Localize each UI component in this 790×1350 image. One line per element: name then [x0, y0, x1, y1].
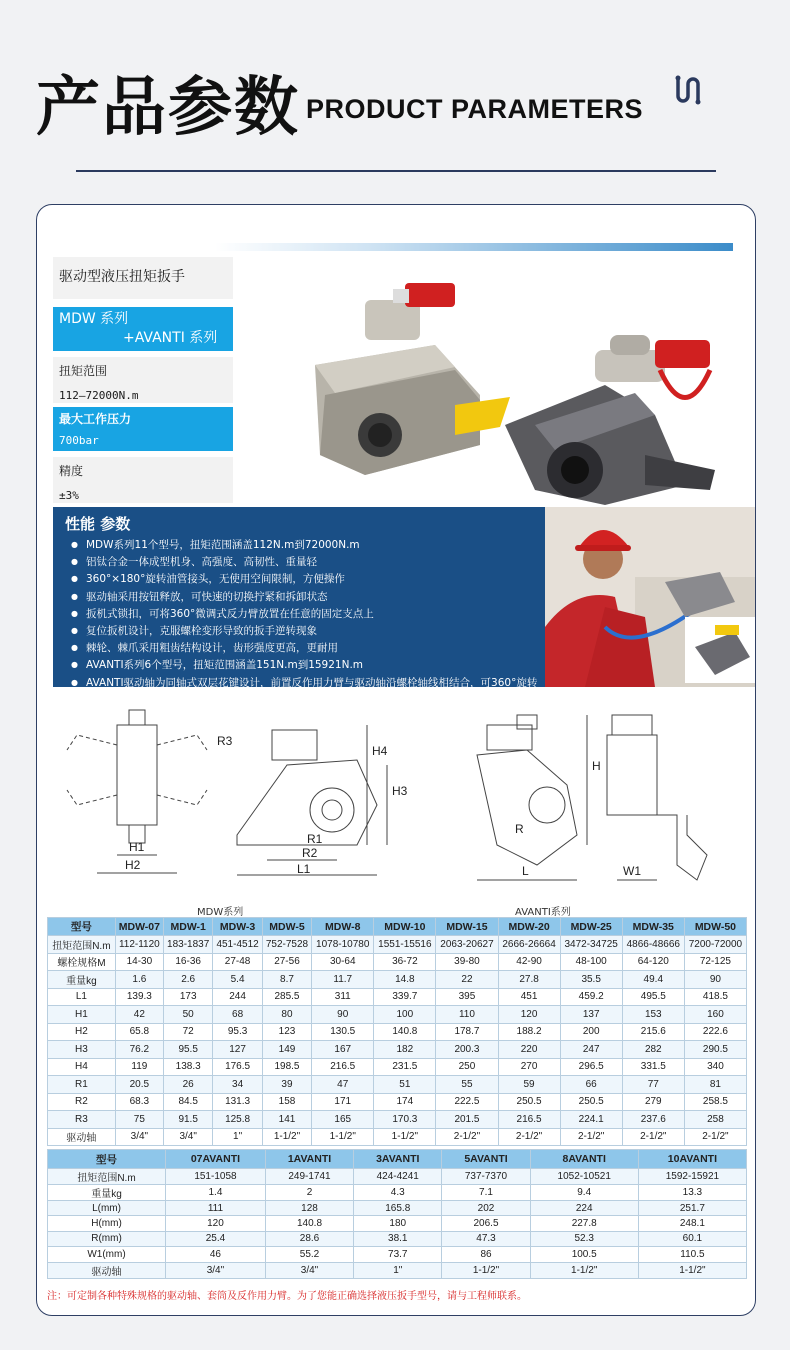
table-cell: 451: [498, 988, 560, 1006]
table-cell: 2063-20627: [436, 936, 498, 954]
pressure-label: 最大工作压力: [59, 412, 132, 426]
table-cell: 176.5: [213, 1058, 262, 1076]
table-cell: 752-7528: [262, 936, 311, 954]
table-cell: 120: [498, 1006, 560, 1024]
page-title-en: PRODUCT PARAMETERS: [306, 94, 644, 124]
table-cell: 48-100: [560, 953, 622, 971]
torque-label: 扭矩范围: [59, 364, 108, 378]
table-cell: 72-125: [684, 953, 746, 971]
table-cell: 290.5: [684, 1041, 746, 1059]
table-cell: 47.3: [442, 1231, 530, 1246]
gradient-bar: [215, 243, 733, 251]
series-line-1: MDW 系列: [59, 311, 129, 327]
table-header-cell: MDW-50: [684, 918, 746, 936]
table-cell: 339.7: [374, 988, 436, 1006]
table-cell: 2666-26664: [498, 936, 560, 954]
table-row: [48, 1023, 747, 1041]
table-cell: 216.5: [498, 1111, 560, 1129]
table-cell: 47: [312, 1076, 374, 1094]
table-cell: 250.5: [560, 1093, 622, 1111]
table-cell: 59: [498, 1076, 560, 1094]
dim-label: L1: [297, 862, 311, 876]
table-cell: 65.8: [115, 1023, 163, 1041]
table-cell: 60.1: [638, 1231, 746, 1246]
table-cell: 26: [163, 1076, 212, 1094]
accuracy-block: [53, 457, 233, 503]
dimension-drawings: [57, 705, 747, 895]
row-label-cell: R2: [48, 1093, 116, 1111]
table-cell: 165.8: [354, 1201, 442, 1216]
table-cell: 51: [374, 1076, 436, 1094]
table-cell: 7200-72000: [684, 936, 746, 954]
features-list: [71, 537, 537, 692]
row-label-cell: H2: [48, 1023, 116, 1041]
table-cell: 110.5: [638, 1247, 746, 1262]
table-cell: 1078-10780: [312, 936, 374, 954]
table-cell: 22: [436, 971, 498, 989]
table-cell: 111: [166, 1201, 266, 1216]
table-cell: 1-1/2": [312, 1128, 374, 1146]
table-cell: 248.1: [638, 1216, 746, 1231]
table-cell: 73.7: [354, 1247, 442, 1262]
feature-item: ● 驱动轴采用按钮释放，可快速的切换拧紧和拆卸状态: [71, 589, 537, 606]
link-icon: [672, 74, 704, 106]
series-line-2: +AVANTI 系列: [123, 330, 218, 346]
footnote: 注：可定制各种特殊规格的驱动轴、套筒及反作用力臂。为了您能正确选择液压扳手型号，请与工程师联系。: [47, 1291, 527, 1302]
table-cell: 130.5: [312, 1023, 374, 1041]
row-label-cell: R(mm): [48, 1231, 166, 1246]
table-cell: 137: [560, 1006, 622, 1024]
table-header-cell: MDW-15: [436, 918, 498, 936]
table-cell: 222.6: [684, 1023, 746, 1041]
table-cell: 282: [622, 1041, 684, 1059]
feature-item: ● 铝钛合金一体成型机身、高强度、高韧性、重量轻: [71, 554, 537, 571]
table-header-cell: 10AVANTI: [638, 1150, 746, 1169]
table-caption-avanti: AVANTI系列: [515, 907, 571, 918]
table-cell: 224.1: [560, 1111, 622, 1129]
table-cell: 1-1/2": [262, 1128, 311, 1146]
table-cell: 27.8: [498, 971, 560, 989]
table-cell: 27-48: [213, 953, 262, 971]
table-cell: 14-30: [115, 953, 163, 971]
table-header-cell: MDW-25: [560, 918, 622, 936]
row-label-cell: L1: [48, 988, 116, 1006]
product-photos: [305, 275, 725, 515]
table-cell: 4.3: [354, 1185, 442, 1201]
table-cell: 1551-15516: [374, 936, 436, 954]
table-cell: 52.3: [530, 1231, 638, 1246]
product-card: [36, 204, 756, 1316]
row-label-cell: L(mm): [48, 1201, 166, 1216]
table-cell: 35.5: [560, 971, 622, 989]
table-cell: 149: [262, 1041, 311, 1059]
table-cell: 5.4: [213, 971, 262, 989]
table-cell: 2-1/2": [498, 1128, 560, 1146]
row-label-cell: 驱动轴: [48, 1128, 116, 1146]
table-cell: 424-4241: [354, 1169, 442, 1185]
table-row: [48, 1262, 747, 1278]
table-header-cell: MDW-5: [262, 918, 311, 936]
table-row: [48, 1201, 747, 1216]
table-cell: 270: [498, 1058, 560, 1076]
table-cell: 127: [213, 1041, 262, 1059]
table-cell: 1": [354, 1262, 442, 1278]
table-cell: 131.3: [213, 1093, 262, 1111]
table-caption-mdw: MDW系列: [197, 907, 244, 918]
dim-label: H4: [372, 744, 388, 758]
wrench-photo-2: [505, 335, 715, 505]
table-cell: 77: [622, 1076, 684, 1094]
table-cell: 331.5: [622, 1058, 684, 1076]
table-cell: 1": [213, 1128, 262, 1146]
table-cell: 153: [622, 1006, 684, 1024]
table-cell: 7.1: [442, 1185, 530, 1201]
table-cell: 86: [442, 1247, 530, 1262]
table-cell: 2.6: [163, 971, 212, 989]
feature-item: ● AVANTI系列6个型号，扭矩范围涵盖151N.m到15921N.m: [71, 657, 537, 674]
table-cell: 46: [166, 1247, 266, 1262]
table-cell: 170.3: [374, 1111, 436, 1129]
table-cell: 28.6: [265, 1231, 353, 1246]
table-cell: 1592-15921: [638, 1169, 746, 1185]
table-header-cell: MDW-20: [498, 918, 560, 936]
row-label-cell: W1(mm): [48, 1247, 166, 1262]
feature-item: ● 复位扳机设计，克服螺栓变形导致的扳手逆转现象: [71, 623, 537, 640]
table-cell: 200.3: [436, 1041, 498, 1059]
table-cell: 16-36: [163, 953, 212, 971]
table-row: [48, 988, 747, 1006]
table-cell: 165: [312, 1111, 374, 1129]
table-row: [48, 1111, 747, 1129]
avanti-spec-table: [47, 1149, 747, 1279]
table-cell: 112-1120: [115, 936, 163, 954]
dim-label: H1: [129, 840, 145, 854]
row-label-cell: 驱动轴: [48, 1262, 166, 1278]
row-label-cell: H3: [48, 1041, 116, 1059]
table-cell: 3/4": [166, 1262, 266, 1278]
torque-value: 112—72000N.m: [59, 389, 139, 402]
row-label-cell: 扭矩范围N.m: [48, 1169, 166, 1185]
table-cell: 3/4": [163, 1128, 212, 1146]
table-cell: 244: [213, 988, 262, 1006]
product-name-block: [53, 257, 233, 299]
table-cell: 1052-10521: [530, 1169, 638, 1185]
table-cell: 95.5: [163, 1041, 212, 1059]
table-header-cell: MDW-35: [622, 918, 684, 936]
table-row: [48, 1169, 747, 1185]
table-cell: 178.7: [436, 1023, 498, 1041]
table-cell: 296.5: [560, 1058, 622, 1076]
table-cell: 201.5: [436, 1111, 498, 1129]
table-cell: 215.6: [622, 1023, 684, 1041]
accuracy-value: ±3%: [59, 489, 79, 502]
table-cell: 120: [166, 1216, 266, 1231]
table-row: [48, 1006, 747, 1024]
row-label-cell: R3: [48, 1111, 116, 1129]
table-header-cell: 型号: [48, 918, 116, 936]
table-cell: 100: [374, 1006, 436, 1024]
table-cell: 1-1/2": [530, 1262, 638, 1278]
table-cell: 91.5: [163, 1111, 212, 1129]
table-cell: 42: [115, 1006, 163, 1024]
table-cell: 100.5: [530, 1247, 638, 1262]
table-cell: 50: [163, 1006, 212, 1024]
table-cell: 171: [312, 1093, 374, 1111]
table-header-cell: 1AVANTI: [265, 1150, 353, 1169]
table-cell: 139.3: [115, 988, 163, 1006]
table-cell: 459.2: [560, 988, 622, 1006]
row-label-cell: 螺栓规格M: [48, 953, 116, 971]
dim-label: H2: [125, 858, 141, 872]
table-header-cell: 07AVANTI: [166, 1150, 266, 1169]
table-header-cell: 型号: [48, 1150, 166, 1169]
table-cell: 250: [436, 1058, 498, 1076]
table-cell: 64-120: [622, 953, 684, 971]
table-cell: 311: [312, 988, 374, 1006]
table-header-cell: MDW-3: [213, 918, 262, 936]
row-label-cell: R1: [48, 1076, 116, 1094]
table-cell: 251.7: [638, 1201, 746, 1216]
table-cell: 1-1/2": [442, 1262, 530, 1278]
feature-item: ● 棘轮、棘爪采用粗齿结构设计，齿形强度更高，更耐用: [71, 640, 537, 657]
table-cell: 216.5: [312, 1058, 374, 1076]
table-cell: 222.5: [436, 1093, 498, 1111]
table-cell: 451-4512: [213, 936, 262, 954]
table-cell: 237.6: [622, 1111, 684, 1129]
table-cell: 125.8: [213, 1111, 262, 1129]
table-cell: 202: [442, 1201, 530, 1216]
row-label-cell: H(mm): [48, 1216, 166, 1231]
table-cell: 75: [115, 1111, 163, 1129]
series-block: [53, 307, 233, 351]
table-cell: 1.6: [115, 971, 163, 989]
table-row: [48, 1041, 747, 1059]
table-cell: 151-1058: [166, 1169, 266, 1185]
table-cell: 90: [312, 1006, 374, 1024]
dim-label: R: [515, 822, 524, 836]
table-cell: 231.5: [374, 1058, 436, 1076]
table-cell: 183-1837: [163, 936, 212, 954]
table-row: [48, 1093, 747, 1111]
table-row: [48, 971, 747, 989]
table-row: [48, 1185, 747, 1201]
table-cell: 39: [262, 1076, 311, 1094]
table-header-cell: MDW-10: [374, 918, 436, 936]
table-cell: 27-56: [262, 953, 311, 971]
table-cell: 4866-48666: [622, 936, 684, 954]
table-cell: 2-1/2": [560, 1128, 622, 1146]
table-cell: 11.7: [312, 971, 374, 989]
table-cell: 160: [684, 1006, 746, 1024]
table-cell: 1.4: [166, 1185, 266, 1201]
table-cell: 2: [265, 1185, 353, 1201]
row-label-cell: 扭矩范围N.m: [48, 936, 116, 954]
table-cell: 55.2: [265, 1247, 353, 1262]
table-cell: 340: [684, 1058, 746, 1076]
row-label-cell: H4: [48, 1058, 116, 1076]
table-cell: 55: [436, 1076, 498, 1094]
table-cell: 3/4": [115, 1128, 163, 1146]
table-cell: 2-1/2": [436, 1128, 498, 1146]
table-cell: 182: [374, 1041, 436, 1059]
row-label-cell: 重量kg: [48, 1185, 166, 1201]
wrench-photo-1: [315, 283, 510, 475]
table-cell: 173: [163, 988, 212, 1006]
table-cell: 140.8: [265, 1216, 353, 1231]
table-cell: 1-1/2": [374, 1128, 436, 1146]
worker-photo: [545, 507, 756, 687]
table-cell: 3/4": [265, 1262, 353, 1278]
product-name: 驱动型液压扭矩扳手: [59, 269, 185, 285]
table-row: [48, 936, 747, 954]
table-cell: 30-64: [312, 953, 374, 971]
table-cell: 141: [262, 1111, 311, 1129]
row-label-cell: H1: [48, 1006, 116, 1024]
dim-label: R1: [307, 832, 323, 846]
table-row: [48, 1128, 747, 1146]
table-cell: 395: [436, 988, 498, 1006]
table-cell: 279: [622, 1093, 684, 1111]
mdw-spec-table: [47, 917, 747, 1146]
table-cell: 81: [684, 1076, 746, 1094]
table-cell: 49.4: [622, 971, 684, 989]
dim-label: H3: [392, 784, 408, 798]
table-cell: 1-1/2": [638, 1262, 746, 1278]
table-cell: 250.5: [498, 1093, 560, 1111]
table-cell: 68.3: [115, 1093, 163, 1111]
pressure-value: 700bar: [59, 434, 99, 447]
table-cell: 123: [262, 1023, 311, 1041]
table-cell: 84.5: [163, 1093, 212, 1111]
table-cell: 34: [213, 1076, 262, 1094]
table-cell: 249-1741: [265, 1169, 353, 1185]
table-cell: 140.8: [374, 1023, 436, 1041]
table-cell: 167: [312, 1041, 374, 1059]
table-cell: 20.5: [115, 1076, 163, 1094]
table-cell: 119: [115, 1058, 163, 1076]
table-cell: 9.4: [530, 1185, 638, 1201]
table-row: [48, 953, 747, 971]
table-cell: 8.7: [262, 971, 311, 989]
table-cell: 39-80: [436, 953, 498, 971]
table-cell: 198.5: [262, 1058, 311, 1076]
dim-label: H: [592, 759, 601, 773]
feature-item: ● AVANTI驱动轴为同轴式双层花键设计，前置反作用力臂与驱动轴沿螺栓轴线相结合，可360°旋转: [71, 675, 537, 692]
table-cell: 95.3: [213, 1023, 262, 1041]
dim-label: L: [522, 864, 529, 878]
table-cell: 42-90: [498, 953, 560, 971]
header-divider: [76, 170, 716, 172]
table-cell: 80: [262, 1006, 311, 1024]
table-cell: 737-7370: [442, 1169, 530, 1185]
table-header-cell: MDW-07: [115, 918, 163, 936]
table-header-cell: MDW-8: [312, 918, 374, 936]
table-cell: 25.4: [166, 1231, 266, 1246]
table-cell: 224: [530, 1201, 638, 1216]
table-cell: 258.5: [684, 1093, 746, 1111]
pressure-block: [53, 407, 233, 451]
table-cell: 2-1/2": [684, 1128, 746, 1146]
row-label-cell: 重量kg: [48, 971, 116, 989]
feature-item: ● 360°×180°旋转油管接头，无使用空间限制，方便操作: [71, 571, 537, 588]
table-cell: 38.1: [354, 1231, 442, 1246]
table-cell: 158: [262, 1093, 311, 1111]
page-title-cn: 产品参数: [36, 71, 300, 145]
table-cell: 495.5: [622, 988, 684, 1006]
table-cell: 3472-34725: [560, 936, 622, 954]
table-cell: 72: [163, 1023, 212, 1041]
table-cell: 206.5: [442, 1216, 530, 1231]
dim-label: W1: [623, 864, 641, 878]
table-cell: 66: [560, 1076, 622, 1094]
table-header-cell: MDW-1: [163, 918, 212, 936]
dim-label: R2: [302, 846, 318, 860]
table-cell: 188.2: [498, 1023, 560, 1041]
accuracy-label: 精度: [59, 464, 84, 478]
table-cell: 36-72: [374, 953, 436, 971]
table-header-cell: 8AVANTI: [530, 1150, 638, 1169]
feature-item: ● 扳机式锁扣，可将360°微调式反力臂放置在任意的固定支点上: [71, 606, 537, 623]
table-cell: 220: [498, 1041, 560, 1059]
table-cell: 174: [374, 1093, 436, 1111]
table-cell: 247: [560, 1041, 622, 1059]
table-cell: 180: [354, 1216, 442, 1231]
table-cell: 2-1/2": [622, 1128, 684, 1146]
table-row: [48, 1076, 747, 1094]
features-panel: [53, 507, 545, 687]
table-cell: 76.2: [115, 1041, 163, 1059]
table-cell: 258: [684, 1111, 746, 1129]
table-header-cell: 3AVANTI: [354, 1150, 442, 1169]
table-header-row: [48, 1150, 747, 1169]
table-row: [48, 1058, 747, 1076]
table-cell: 200: [560, 1023, 622, 1041]
page-header: [0, 0, 790, 175]
table-cell: 285.5: [262, 988, 311, 1006]
table-cell: 128: [265, 1201, 353, 1216]
table-row: [48, 1231, 747, 1246]
table-row: [48, 1247, 747, 1262]
table-cell: 14.8: [374, 971, 436, 989]
torque-block: [53, 357, 233, 403]
table-cell: 227.8: [530, 1216, 638, 1231]
table-header-cell: 5AVANTI: [442, 1150, 530, 1169]
table-row: [48, 1216, 747, 1231]
feature-item: ● MDW系列11个型号，扭矩范围涵盖112N.m到72000N.m: [71, 537, 537, 554]
table-header-row: [48, 918, 747, 936]
table-cell: 13.3: [638, 1185, 746, 1201]
table-cell: 68: [213, 1006, 262, 1024]
table-cell: 418.5: [684, 988, 746, 1006]
features-title: 性能 参数: [65, 515, 131, 533]
dim-label: R3: [217, 734, 233, 748]
table-cell: 90: [684, 971, 746, 989]
table-cell: 110: [436, 1006, 498, 1024]
table-cell: 138.3: [163, 1058, 212, 1076]
